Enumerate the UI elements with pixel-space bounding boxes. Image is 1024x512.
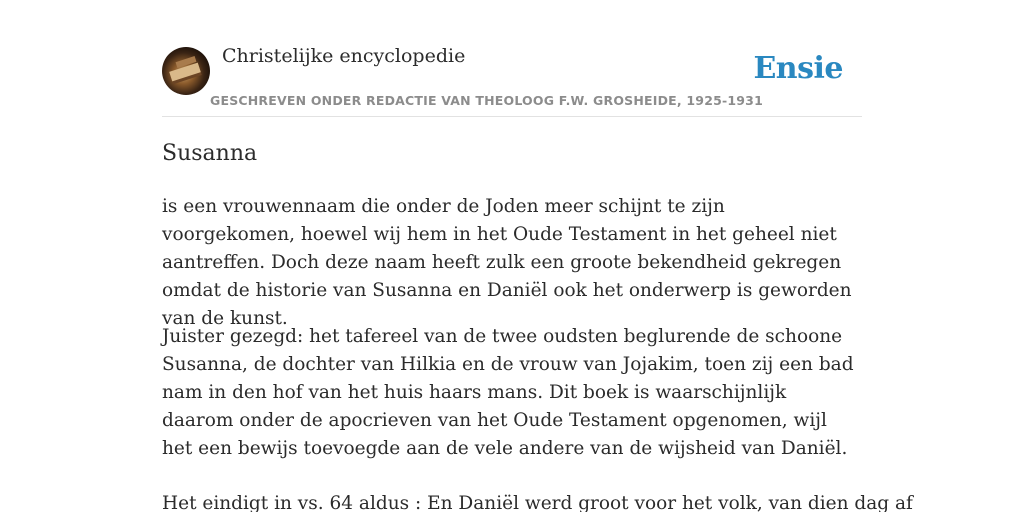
book-icon bbox=[169, 63, 201, 82]
site-logo[interactable] bbox=[162, 47, 210, 95]
page bbox=[162, 0, 913, 512]
article-paragraph: is een vrouwennaam die onder de Joden meer schijnt te zijn voorgekomen, hoewel wij hem in het Oude Testament in het geheel niet aantreffen. Doch deze naam heeft zulk een groote bekendheid gekregen omdat de historie van Susanna en Daniël ook het onderwerp is geworden van de kunst. bbox=[162, 196, 852, 329]
site-title[interactable]: Christelijke encyclopedie bbox=[222, 45, 466, 67]
article-paragraph: Juister gezegd: het tafereel van de twee oudsten beglurende de schoone Susanna, de dochter van Hilkia en de vrouw van Jojakim, toen zij een bad nam in den hof van het huis haars mans. Dit boek is waarschijnlijk daarom onder de apocrieven van het Oude Testament opgenomen, wijl het een bewijs toevoegde aan de vele andere van de wijsheid van Daniël. bbox=[162, 326, 854, 459]
brand-logo[interactable]: Ensie bbox=[753, 51, 843, 86]
site-header bbox=[162, 0, 862, 117]
article-title: Susanna bbox=[162, 141, 258, 166]
article-paragraph: Het eindigt in vs. 64 aldus : En Daniël werd groot voor het volk, van dien dag af bbox=[162, 493, 913, 512]
site-subtitle: GESCHREVEN ONDER REDACTIE VAN THEOLOOG F.W. GROSHEIDE, 1925-1931 bbox=[210, 93, 763, 108]
